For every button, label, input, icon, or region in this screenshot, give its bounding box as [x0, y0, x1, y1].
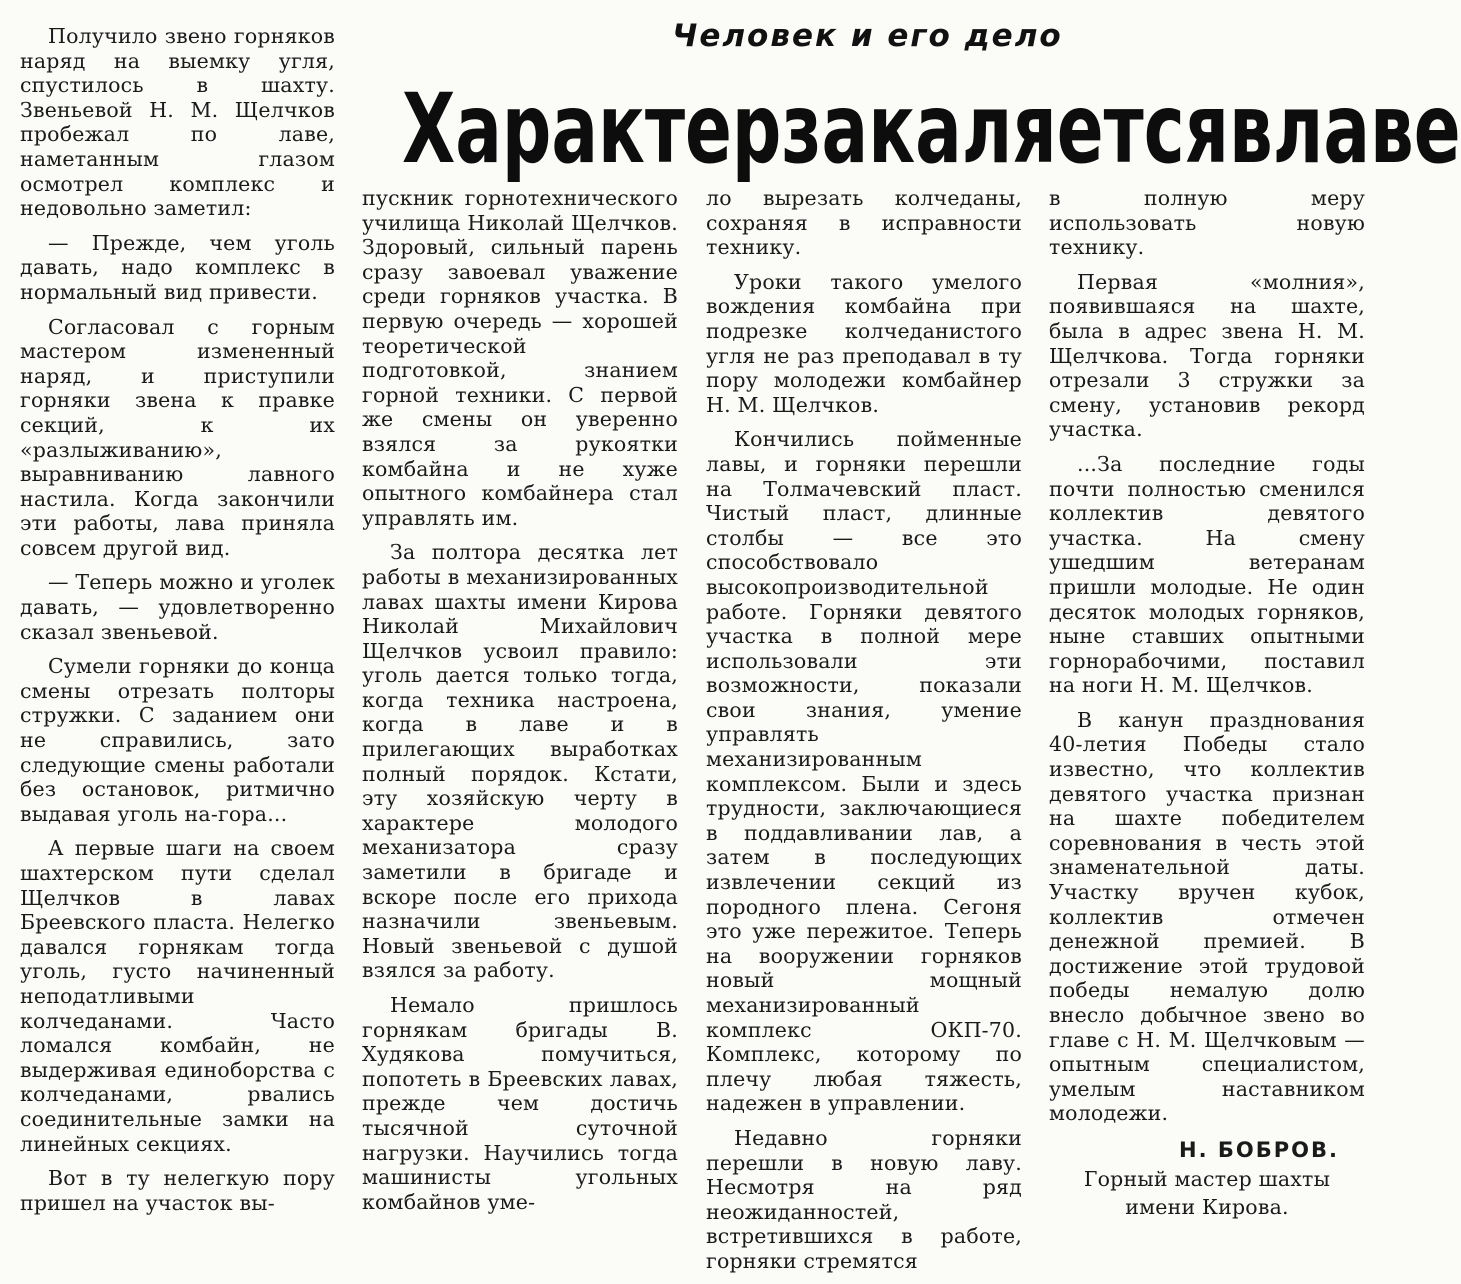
paragraph: Вот в ту нелегкую пору пришел на участок вы- [20, 1166, 335, 1215]
author-name: Н. БОБРОВ. [1179, 1137, 1339, 1162]
paragraph: ...За последние годы почти полностью сменился коллектив девятого участка. На смену ушедшим ветеранам пришли молодые. Не один десяток молодых горняков, ныне ставших опытными горнорабочими, поставил на ноги Н. М. Щелчков. [1049, 451, 1365, 698]
headline-word: лаве [1272, 73, 1461, 185]
author-title-line-2: имени Кирова. [1125, 1194, 1289, 1219]
paragraph: Недавно горняки перешли в новую лаву. Несмотря на ряд неожиданностей, встретившихся в работе, горняки стремятся [706, 1125, 1022, 1273]
paragraph: пускник горнотехнического училища Николай Щелчков. Здоровый, сильный парень сразу завоевал уважение среди горняков участка. В первую очередь — хорошей теоретической подготовкой, знанием горной техники. С первой же смены он уверенно взялся за рукоятки комбайна и не хуже опытного комбайнера стал управлять им. [362, 186, 678, 530]
paragraph: — Прежде, чем уголь давать, надо комплекс в нормальный вид привести. [20, 230, 335, 304]
paragraph: Согласовал с горным мастером измененный наряд, и приступили горняки звена к правке секций, к их «разлыживанию», выравниванию лавного настила. Когда закончили эти работы, лава приняла совсем другой вид. [20, 314, 335, 560]
paragraph: в полную меру использовать новую технику. [1049, 186, 1365, 260]
article-column-3 [706, 186, 1022, 1284]
paragraph: Первая «молния», появившаяся на шахте, была в адрес звена Н. М. Щелчкова. Тогда горняки отрезали 3 стружки за смену, установив рекорд участка. [1049, 269, 1365, 442]
article-headline [402, 73, 1461, 185]
article-column-2 [362, 186, 678, 1224]
paragraph: Кончились пойменные лавы, и горняки перешли на Толмачевский пласт. Чистый пласт, длинные столбы — все это способствовало высокопроизводительной работе. Горняки девятого участка в полной мере использовали эти возможности, показали свои знания, умение управлять механизированным комплексом. Были и здесь трудности, заключающиеся в поддавливании лав, а затем в последующих извлечении секций из породного плена. Сегоня это уже пережитое. Теперь на вооружении горняков новый мощный механизированный комплекс ОКП-70. Комплекс, которому по плечу любая тяжесть, надежен в управлении. [706, 427, 1022, 1116]
author-title-line-1: Горный мастер шахты [1083, 1166, 1331, 1191]
paragraph: — Теперь можно и уголек давать, — удовлетворенно сказал звеньевой. [20, 570, 335, 644]
paragraph: Получило звено горняков наряд на выемку угля, спустилось в шахту. Звеньевой Н. М. Щелчков пробежал по лаве, наметанным глазом осмотрел комплекс и недовольно заметил: [20, 24, 335, 221]
paragraph: А первые шаги на своем шахтерском пути сделал Щелчков в лавах Бреевского пласта. Нелегко давался горнякам тогда уголь, густо начиненный неподатливыми колчеданами. Часто ломался комбайн, не выдерживая единоборства с колчеданами, рвались соединительные замки на линейных секциях. [20, 836, 335, 1156]
paragraph: Сумели горняки до конца смены отрезать полторы стружки. С заданием они не справились, зато следующие смены работали без остановок, ритмично выдавая уголь на-гора... [20, 654, 335, 826]
paragraph: За полтора десятка лет работы в механизированных лавах шахты имени Кирова Николай Михайлович Щелчков усвоил правило: уголь дается только тогда, когда техника настроена, когда в лаве и в прилегающих выработках полный порядок. Кстати, эту хозяйскую черту в характере молодого механизатора сразу заметили в бригаде и вскоре после его прихода назначили звеньевым. Новый звеньевой с душой взялся за работу. [362, 540, 678, 983]
paragraph: Уроки такого умелого вождения комбайна при подрезке колчеданистого угля не раз преподавал в ту пору молодежи комбайнер Н. М. Щелчков. [706, 269, 1022, 417]
rubric-heading: Человек и его дело [672, 18, 1063, 54]
paragraph: Немало пришлось горнякам бригады В. Худякова помучиться, попотеть в Бреевских лавах, прежде чем достичь тысячной суточной нагрузки. Научились тогда машинисты угольных комбайнов уме- [362, 993, 678, 1214]
paragraph: ло вырезать колчеданы, сохраняя в исправности технику. [706, 186, 1022, 260]
headline-word: Характер [402, 73, 782, 185]
headline-word: в [1229, 73, 1273, 185]
paragraph: В канун празднования 40-летия Победы стало известно, что коллектив девятого участка признан на шахте победителем соревнования в честь этой знаменательной даты. Участку вручен кубок, коллектив отмечен денежной премией. В достижение этой трудовой победы немалую долю внесло добычное звено во главе с Н. М. Щелчковым — опытным специалистом, умелым наставником молодежи. [1049, 707, 1365, 1126]
article-column-1 [20, 24, 335, 1225]
article-column-4 [1049, 186, 1365, 1219]
headline-word: закаляется [781, 73, 1230, 185]
